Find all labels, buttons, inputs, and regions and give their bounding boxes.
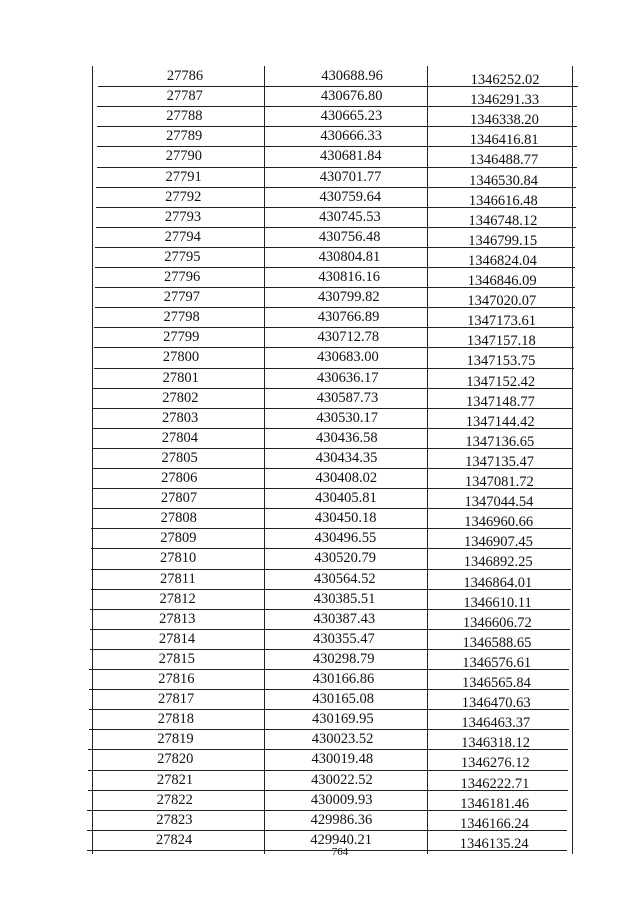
table-row [0,106,640,129]
y-coordinate-cell: 1347153.75 [466,353,536,370]
x-coordinate-cell: 430799.82 [318,289,380,306]
point-id-cell: 27797 [163,289,200,306]
point-id-cell: 27790 [165,148,202,165]
y-coordinate-cell: 1346616.48 [468,192,538,209]
page-number: 764 [331,846,349,858]
point-id-cell: 27796 [164,269,201,285]
table-row [0,307,640,330]
y-coordinate-cell: 1346846.09 [467,273,537,289]
point-id-cell: 27791 [165,168,202,185]
point-id-cell: 27793 [164,208,202,225]
x-coordinate-cell: 430169.95 [312,711,374,728]
point-id-cell: 27815 [158,650,195,667]
table-row [0,408,640,428]
y-coordinate-cell: 1346222.71 [460,775,530,792]
table-row [0,649,640,669]
table-row [0,669,640,689]
point-id-cell: 27787 [166,88,203,105]
x-coordinate-cell: 430665.23 [320,108,383,125]
x-coordinate-cell: 430666.33 [320,128,382,145]
point-id-cell: 27801 [162,369,199,386]
point-id-cell: 27814 [158,630,196,647]
x-coordinate-cell: 430166.86 [312,671,375,687]
y-coordinate-cell: 1346892.25 [463,554,533,571]
x-coordinate-cell: 430759.64 [319,188,382,205]
x-coordinate-cell: 430530.17 [316,409,378,426]
table-row [0,126,640,149]
y-coordinate-cell: 1346864.01 [463,574,533,591]
y-coordinate-cell: 1346576.61 [462,654,532,671]
x-coordinate-cell: 430385.51 [313,590,376,607]
y-coordinate-cell: 1346252.02 [470,72,540,88]
y-coordinate-cell: 1346488.77 [469,152,539,169]
x-coordinate-cell: 430387.43 [313,610,376,627]
point-id-cell: 27821 [156,771,194,788]
point-id-cell: 27804 [161,429,198,446]
point-id-cell: 27823 [156,811,193,828]
y-coordinate-cell: 1347081.72 [464,474,534,490]
y-coordinate-cell: 1347148.77 [465,393,535,410]
table-row [0,609,640,629]
x-coordinate-cell: 430688.96 [321,68,383,84]
x-coordinate-cell: 430405.81 [315,490,377,507]
point-id-cell: 27813 [159,610,196,627]
y-coordinate-cell: 1346530.84 [469,172,538,189]
y-coordinate-cell: 1346338.20 [469,112,539,129]
point-id-cell: 27822 [156,791,193,808]
x-coordinate-cell: 430436.58 [316,429,378,446]
table-row [0,790,640,810]
x-coordinate-cell: 430019.48 [311,751,374,768]
x-coordinate-cell: 430683.00 [317,349,379,366]
table-row [0,187,640,207]
x-coordinate-cell: 430804.81 [318,248,381,265]
point-id-cell: 27800 [162,349,200,366]
point-id-cell: 27807 [160,490,198,507]
table-row [0,428,640,448]
table-row [0,488,640,511]
x-coordinate-cell: 430408.02 [315,470,378,486]
y-coordinate-cell: 1347173.61 [467,313,536,330]
y-coordinate-cell: 1346291.33 [470,92,540,109]
table-row [0,267,640,287]
table-row [0,66,640,86]
point-id-cell: 27820 [157,751,194,768]
y-coordinate-cell: 1346276.12 [460,755,530,772]
x-coordinate-cell: 429986.36 [310,811,373,828]
x-coordinate-cell: 430009.93 [310,791,373,808]
x-coordinate-cell: 430712.78 [317,329,380,346]
table-row [0,508,640,531]
point-id-cell: 27786 [166,68,204,84]
y-coordinate-cell: 1347152.42 [466,373,536,390]
x-coordinate-cell: 430022.52 [311,771,373,788]
table-row [0,629,640,649]
x-coordinate-cell: 430745.53 [319,208,381,225]
y-coordinate-cell: 1346463.37 [461,715,531,732]
y-coordinate-cell: 1346470.63 [461,695,531,712]
point-id-cell: 27802 [162,389,199,406]
table-row [0,448,640,468]
point-id-cell: 27806 [161,470,198,486]
y-coordinate-cell: 1347044.54 [464,494,534,511]
x-coordinate-cell: 430676.80 [320,88,383,105]
x-coordinate-cell: 430701.77 [319,168,382,185]
table-row [0,247,640,267]
y-coordinate-cell: 1346606.72 [462,614,532,631]
y-coordinate-cell: 1346181.46 [460,795,530,812]
point-id-cell: 27819 [157,731,194,748]
table-row [0,327,640,350]
y-coordinate-cell: 1347157.18 [466,333,536,350]
y-coordinate-cell: 1346318.12 [461,735,530,752]
x-coordinate-cell: 430023.52 [311,731,374,748]
y-coordinate-cell: 1346960.66 [464,514,534,531]
point-id-cell: 27788 [166,108,203,125]
x-coordinate-cell: 429940.21 [310,831,372,848]
table-row [0,689,640,712]
x-coordinate-cell: 430816.16 [318,269,380,285]
table-row [0,589,640,609]
table-row [0,709,640,732]
y-coordinate-cell: 1346799.15 [468,232,538,249]
table-row [0,729,640,752]
point-id-cell: 27816 [158,671,195,687]
point-id-cell: 27792 [165,188,202,205]
table-row [0,770,640,790]
point-id-cell: 27799 [163,329,200,346]
point-id-cell: 27789 [166,128,203,145]
table-row [0,86,640,109]
x-coordinate-cell: 430636.17 [316,369,379,386]
point-id-cell: 27794 [164,228,201,245]
table-row [0,207,640,227]
x-coordinate-cell: 430587.73 [316,389,379,406]
x-coordinate-cell: 430756.48 [318,228,381,245]
y-coordinate-cell: 1347144.42 [465,413,535,430]
y-coordinate-cell: 1346166.24 [459,815,529,832]
y-coordinate-cell: 1346565.84 [461,675,531,691]
table-row [0,569,640,589]
table-row [0,287,640,310]
x-coordinate-cell: 430165.08 [312,691,374,708]
x-coordinate-cell: 430434.35 [315,449,378,466]
y-coordinate-cell: 1347020.07 [467,293,537,310]
table-row [0,548,640,571]
point-id-cell: 27817 [158,691,195,708]
y-coordinate-cell: 1346610.11 [463,594,532,611]
table-row [0,749,640,772]
y-coordinate-cell: 1347135.47 [465,453,534,470]
y-coordinate-cell: 1346748.12 [468,212,538,229]
x-coordinate-cell: 430766.89 [317,309,380,326]
point-id-cell: 27810 [160,550,197,567]
table-row [0,167,640,187]
point-id-cell: 27824 [156,831,193,848]
point-id-cell: 27811 [159,570,196,587]
x-coordinate-cell: 430450.18 [314,510,377,527]
point-id-cell: 27808 [160,510,197,527]
point-id-cell: 27812 [159,590,196,607]
table-row [0,368,640,388]
table-row [0,388,640,408]
point-id-cell: 27803 [162,409,199,426]
point-id-cell: 27805 [161,449,198,466]
table-row [0,468,640,488]
point-id-cell: 27798 [163,309,200,326]
table-row [0,146,640,169]
y-coordinate-cell: 1346135.24 [459,835,529,852]
table-row [0,227,640,247]
point-id-cell: 27818 [157,711,194,728]
y-coordinate-cell: 1347136.65 [465,433,535,450]
x-coordinate-cell: 430681.84 [320,148,382,165]
x-coordinate-cell: 430496.55 [314,530,377,547]
y-coordinate-cell: 1346588.65 [462,634,532,651]
point-id-cell: 27809 [160,530,197,547]
x-coordinate-cell: 430564.52 [314,570,376,587]
table-row [0,528,640,551]
x-coordinate-cell: 430520.79 [314,550,376,567]
table-row [0,810,640,830]
y-coordinate-cell: 1346416.81 [469,132,539,149]
x-coordinate-cell: 430298.79 [312,650,375,667]
y-coordinate-cell: 1346824.04 [467,252,537,269]
y-coordinate-cell: 1346907.45 [463,534,533,551]
table-row [0,347,640,370]
x-coordinate-cell: 430355.47 [313,630,375,647]
point-id-cell: 27795 [164,248,201,265]
